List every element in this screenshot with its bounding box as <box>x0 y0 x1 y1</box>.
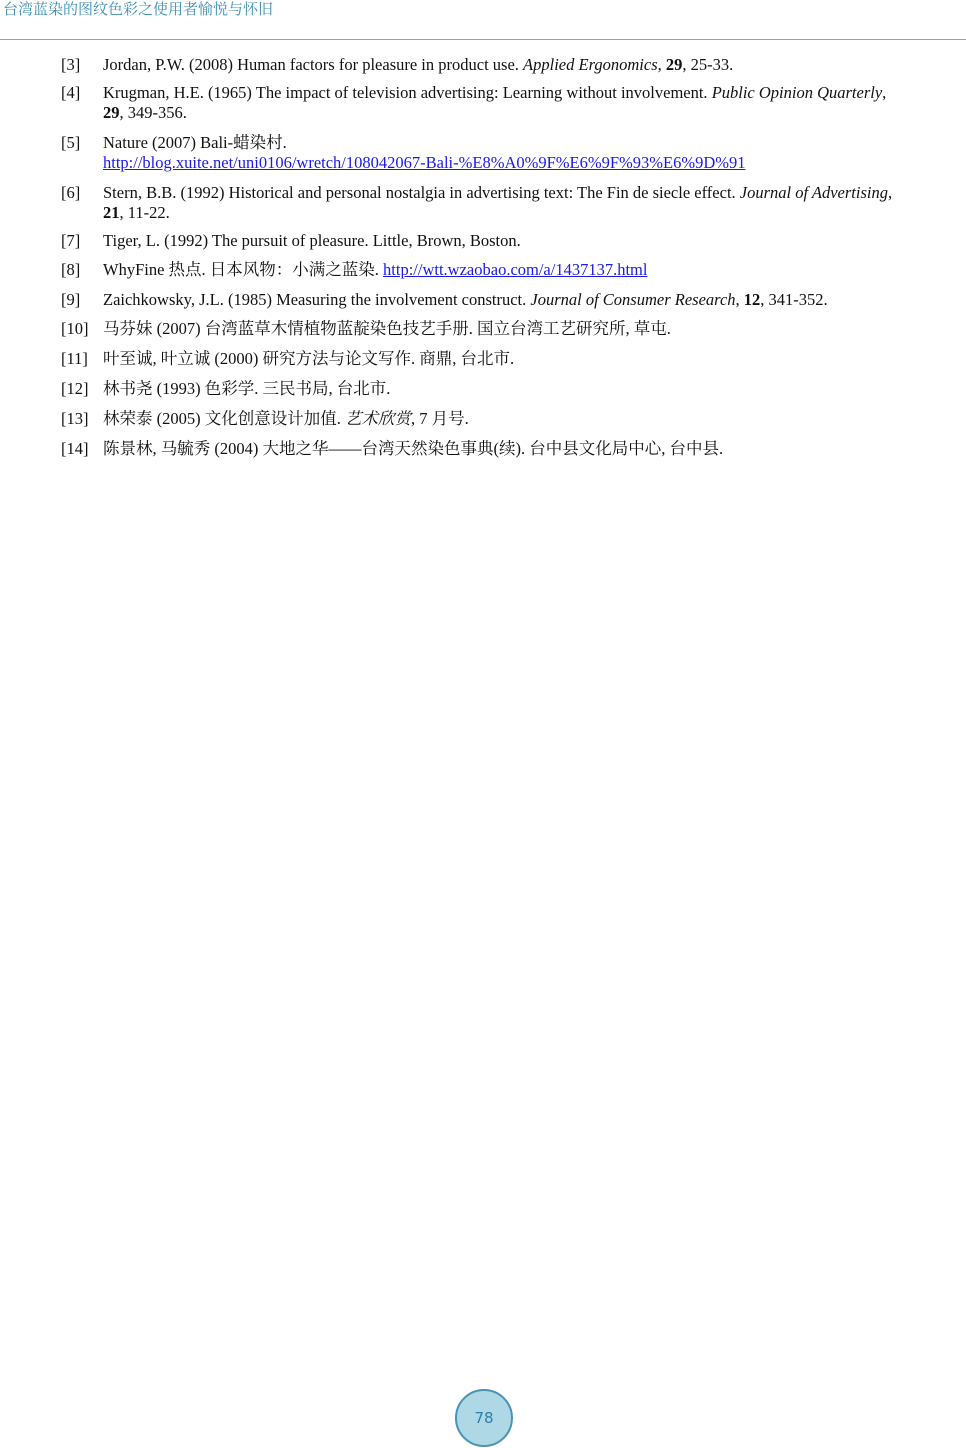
reference-text: Krugman, H.E. (1965) The impact of television advertising: Learning without involvement. Public Opinion Quarterly, 29, 349-356. <box>103 83 887 122</box>
reference-text: 林书尧 (1993) 色彩学. 三民书局, 台北市. <box>103 379 391 398</box>
reference-item <box>61 231 965 251</box>
journal-title: Applied Ergonomics <box>523 55 658 74</box>
reference-item <box>61 349 965 369</box>
journal-title: Public Opinion Quarterly <box>711 83 883 102</box>
reference-item <box>61 55 965 75</box>
reference-number: [7] <box>61 231 81 250</box>
reference-link[interactable]: http://wtt.wzaobao.com/a/1437137.html <box>383 260 648 279</box>
reference-item <box>61 290 965 310</box>
reference-item <box>61 183 965 222</box>
volume: 12 <box>743 290 761 309</box>
journal-title: 艺术欣赏 <box>345 409 411 428</box>
reference-number: [12] <box>61 379 89 398</box>
reference-item <box>61 439 965 459</box>
volume: 29 <box>665 55 683 74</box>
reference-number: [11] <box>61 349 88 368</box>
reference-item <box>61 133 965 172</box>
reference-number: [9] <box>61 290 81 309</box>
reference-number: [8] <box>61 260 81 279</box>
reference-text: Zaichkowsky, J.L. (1985) Measuring the involvement construct. Journal of Consumer Research, 12, 341-352. <box>103 290 828 309</box>
reference-number: [6] <box>61 183 81 202</box>
journal-title: Journal of Consumer Research <box>530 290 736 309</box>
reference-item <box>61 379 965 399</box>
reference-text: WhyFine 热点. 日本风物：小满之蓝染. http://wtt.wzaobao.com/a/1437137.html <box>103 260 648 279</box>
header-rule <box>0 39 966 40</box>
reference-item <box>61 319 965 339</box>
reference-number: [3] <box>61 55 81 74</box>
reference-text: Jordan, P.W. (2008) Human factors for pleasure in product use. Applied Ergonomics, 29, 25-33. <box>103 55 734 74</box>
reference-item <box>61 409 965 429</box>
volume: 29 <box>103 102 120 122</box>
reference-text: Stern, B.B. (1992) Historical and personal nostalgia in advertising text: The Fin de siecle effect. Journal of Advertising, 21, 11-22. <box>103 183 893 222</box>
reference-number: [10] <box>61 319 89 338</box>
reference-text: 陈景林, 马毓秀 (2004) 大地之华——台湾天然染色事典(续). 台中县文化局中心, 台中县. <box>103 439 724 458</box>
reference-item <box>61 260 965 280</box>
reference-text: 马芬妹 (2007) 台湾蓝草木情植物蓝靛染色技艺手册. 国立台湾工艺研究所, 草屯. <box>103 319 671 338</box>
reference-number: [14] <box>61 439 89 458</box>
reference-text: Nature (2007) Bali-蜡染村. http://blog.xuite.net/uni0106/wretch/108042067-Bali-%E8%A0%9F%E6%9F%93%E6%9D%91 <box>103 133 746 172</box>
reference-text: 林荣泰 (2005) 文化创意设计加值. 艺术欣赏, 7 月号. <box>103 409 469 428</box>
page-number-badge: 78 <box>455 1389 513 1447</box>
reference-text: Tiger, L. (1992) The pursuit of pleasure. Little, Brown, Boston. <box>103 231 521 250</box>
running-head: 台湾蓝染的图纹色彩之使用者愉悦与怀旧 <box>3 0 274 18</box>
reference-number: [5] <box>61 133 81 152</box>
reference-link[interactable]: http://blog.xuite.net/uni0106/wretch/108042067-Bali-%E8%A0%9F%E6%9F%93%E6%9D%91 <box>103 152 746 172</box>
reference-text: 叶至诚, 叶立诚 (2000) 研究方法与论文写作. 商鼎, 台北市. <box>103 349 515 368</box>
volume: 21 <box>103 202 120 222</box>
reference-number: [4] <box>61 83 81 102</box>
journal-title: Journal of Advertising <box>739 183 888 202</box>
reference-number: [13] <box>61 409 89 428</box>
reference-item <box>61 83 965 122</box>
